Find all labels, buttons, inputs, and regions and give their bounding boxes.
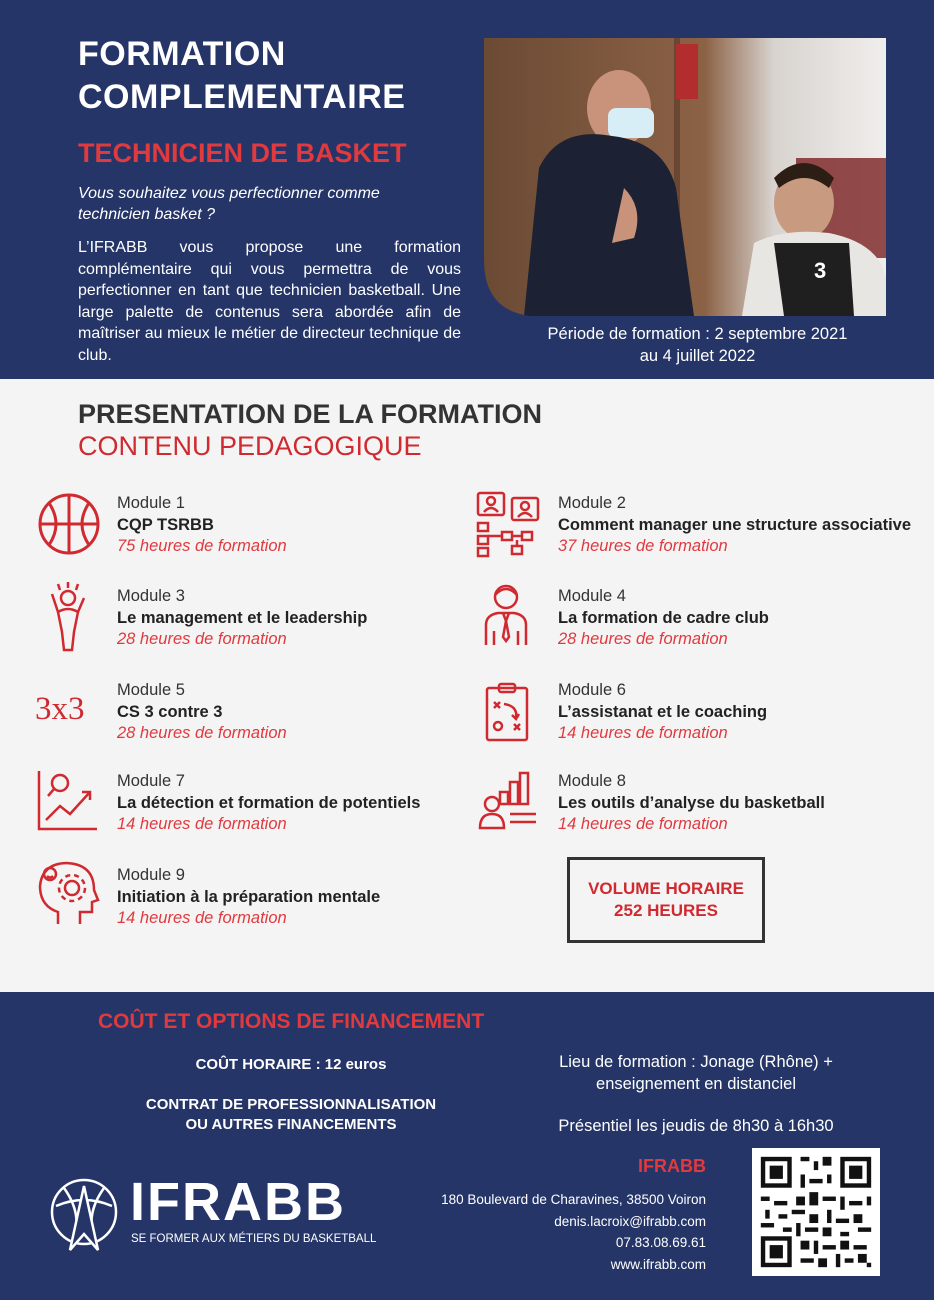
3x3-icon: 3x3 [35,691,85,727]
intro-question: Vous souhaitez vous perfectionner comme technicien basket ? [78,185,380,223]
page-title: FORMATION COMPLEMENTAIRE [78,35,406,116]
logo-wordmark: IFRABB [130,1172,346,1232]
module-item: Module 8 Les outils d’analyse du basketball 14 heures de formation [558,772,825,833]
org-chart-icon [474,490,542,558]
presentation-heading: PRESENTATION DE LA FORMATION [78,399,542,429]
contact-phone[interactable]: 07.83.08.69.61 [615,1235,706,1250]
module-item: Module 2 Comment manager une structure associative 37 heures de formation [558,494,912,555]
volume-hours: 252 HEURES [614,901,718,920]
financing-options: CONTRAT DE PROFESSIONNALISATION OU AUTRES FINANCEMENTS [145,1096,437,1133]
photo-corner-curve [470,260,530,320]
manager-icon [482,581,530,647]
svg-text:3: 3 [814,258,827,283]
module-item: Module 3 Le management et le leadership 28 heures de formation [117,587,368,648]
contact-address: 180 Boulevard de Charavines, 38500 Voiron [441,1192,706,1207]
volume-box [567,857,765,943]
page-subtitle: TECHNICIEN DE BASKET [78,138,407,168]
mind-gear-icon [36,860,100,926]
contact-email[interactable]: denis.lacroix@ifrabb.com [554,1213,706,1229]
module-item: Module 7 La détection et formation de potentiels 14 heures de formation [117,772,421,833]
contact-org: IFRABB [638,1156,706,1176]
ifrabb-logo-icon [48,1176,120,1252]
leader-icon [44,580,92,652]
volume-label: VOLUME HORAIRE [588,879,744,898]
module-item: Module 9 Initiation à la préparation mentale 14 heures de formation [117,866,381,927]
growth-chart-icon [36,768,100,832]
cost-heading: COÛT ET OPTIONS DE FINANCEMENT [98,1010,485,1033]
basketball-icon [37,492,101,556]
contact-website[interactable]: www.ifrabb.com [610,1256,706,1272]
module-item: Module 1 CQP TSRBB 75 heures de formation [117,494,287,555]
module-item: Module 5 CS 3 contre 3 28 heures de formation [117,681,287,742]
contact-details [396,1189,706,1275]
qr-code[interactable] [752,1148,880,1276]
module-item: Module 6 L’assistanat et le coaching 14 heures de formation [558,681,768,742]
header-section [0,0,934,379]
schedule: Présentiel les jeudis de 8h30 à 16h30 [558,1117,834,1135]
analytics-icon [478,770,538,830]
coach-player-photo [484,38,886,316]
clipboard-tactics-icon [484,682,530,742]
intro-paragraph: L’IFRABB vous propose une formation complémentaire qui vous permettra de vous perfectionner en tant que technicien basketball. Une large palette de contenus sera abordée afin de maîtriser au mieux le métier de directeur technique de club. [78,239,461,364]
training-location: Lieu de formation : Jonage (Rhône) + enseignement en distanciel [559,1053,833,1093]
presentation-subheading: CONTENU PEDAGOGIQUE [78,431,422,461]
module-item: Module 4 La formation de cadre club 28 heures de formation [558,587,769,648]
logo-tagline: SE FORMER AUX MÉTIERS DU BASKETBALL [131,1233,377,1245]
training-period: Période de formation : 2 septembre 2021 au 4 juillet 2022 [547,325,848,365]
hourly-cost: COÛT HORAIRE : 12 euros [195,1056,387,1073]
